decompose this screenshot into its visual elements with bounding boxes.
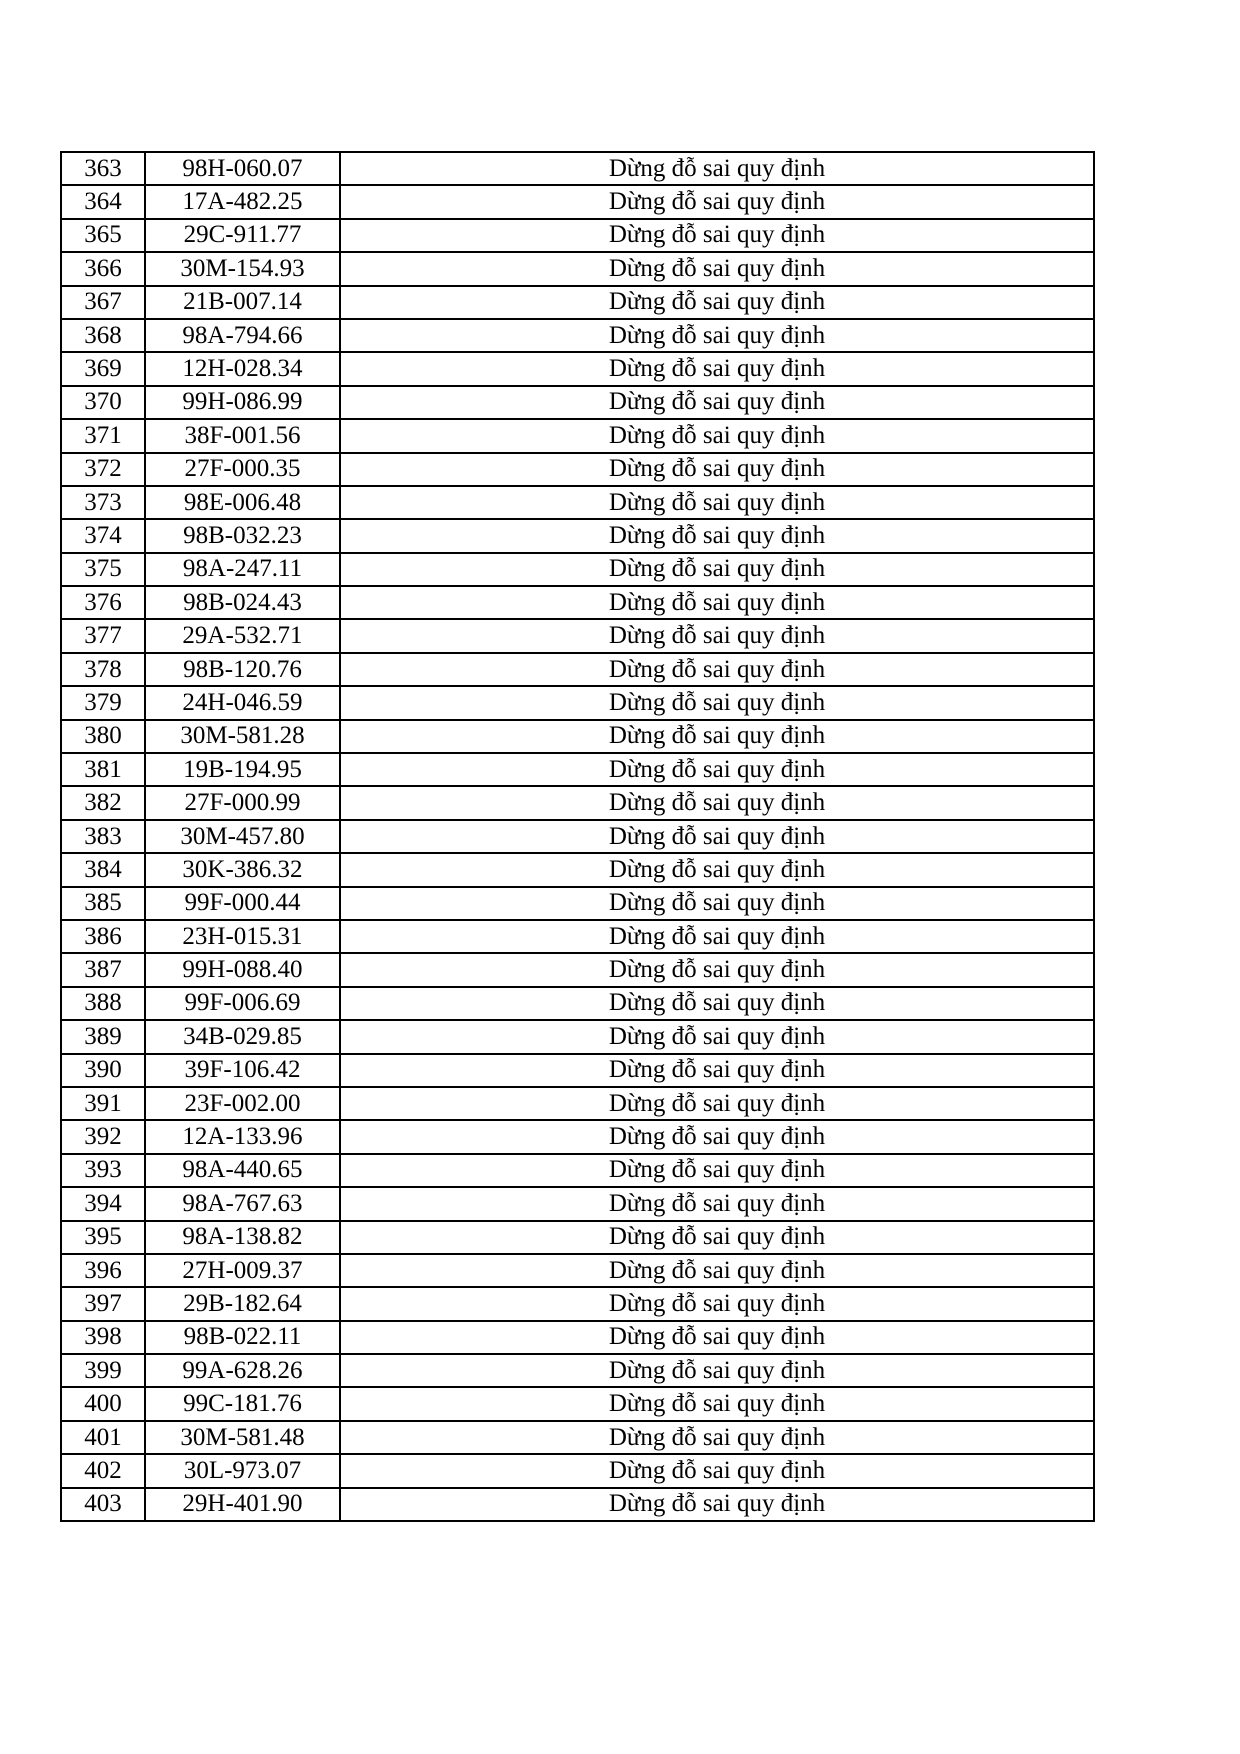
license-plate-cell: 23F-002.00 (145, 1087, 340, 1120)
row-number-cell: 364 (61, 185, 145, 218)
violation-cell: Dừng đỗ sai quy định (340, 453, 1094, 486)
violations-table-body (61, 152, 1094, 1521)
table-row (61, 720, 1094, 753)
license-plate-cell: 99F-000.44 (145, 887, 340, 920)
table-row (61, 619, 1094, 652)
license-plate-cell: 19B-194.95 (145, 753, 340, 786)
table-row (61, 1387, 1094, 1420)
license-plate-cell: 39F-106.42 (145, 1054, 340, 1087)
violation-cell: Dừng đỗ sai quy định (340, 786, 1094, 819)
table-row (61, 252, 1094, 285)
violation-cell: Dừng đỗ sai quy định (340, 185, 1094, 218)
violation-cell: Dừng đỗ sai quy định (340, 853, 1094, 886)
license-plate-cell: 27H-009.37 (145, 1254, 340, 1287)
row-number-cell: 402 (61, 1454, 145, 1487)
row-number-cell: 397 (61, 1287, 145, 1320)
violation-cell: Dừng đỗ sai quy định (340, 1488, 1094, 1521)
license-plate-cell: 12A-133.96 (145, 1120, 340, 1153)
violation-cell: Dừng đỗ sai quy định (340, 1454, 1094, 1487)
row-number-cell: 367 (61, 286, 145, 319)
license-plate-cell: 30M-154.93 (145, 252, 340, 285)
table-row (61, 686, 1094, 719)
row-number-cell: 399 (61, 1354, 145, 1387)
table-row (61, 820, 1094, 853)
row-number-cell: 398 (61, 1321, 145, 1354)
license-plate-cell: 98E-006.48 (145, 486, 340, 519)
license-plate-cell: 34B-029.85 (145, 1020, 340, 1053)
table-row (61, 1354, 1094, 1387)
table-row (61, 453, 1094, 486)
table-row (61, 152, 1094, 185)
violation-cell: Dừng đỗ sai quy định (340, 920, 1094, 953)
violation-cell: Dừng đỗ sai quy định (340, 486, 1094, 519)
row-number-cell: 396 (61, 1254, 145, 1287)
table-row (61, 987, 1094, 1020)
license-plate-cell: 99C-181.76 (145, 1387, 340, 1420)
table-row (61, 1254, 1094, 1287)
license-plate-cell: 99F-006.69 (145, 987, 340, 1020)
table-row (61, 786, 1094, 819)
row-number-cell: 369 (61, 352, 145, 385)
row-number-cell: 394 (61, 1187, 145, 1220)
row-number-cell: 366 (61, 252, 145, 285)
violation-cell: Dừng đỗ sai quy định (340, 1187, 1094, 1220)
table-row (61, 653, 1094, 686)
row-number-cell: 368 (61, 319, 145, 352)
table-row (61, 1221, 1094, 1254)
license-plate-cell: 12H-028.34 (145, 352, 340, 385)
violation-cell: Dừng đỗ sai quy định (340, 953, 1094, 986)
table-row (61, 1020, 1094, 1053)
table-row (61, 486, 1094, 519)
license-plate-cell: 29B-182.64 (145, 1287, 340, 1320)
row-number-cell: 395 (61, 1221, 145, 1254)
row-number-cell: 370 (61, 386, 145, 419)
table-row (61, 386, 1094, 419)
license-plate-cell: 98B-120.76 (145, 653, 340, 686)
license-plate-cell: 99H-086.99 (145, 386, 340, 419)
violation-cell: Dừng đỗ sai quy định (340, 553, 1094, 586)
license-plate-cell: 98H-060.07 (145, 152, 340, 185)
violation-cell: Dừng đỗ sai quy định (340, 419, 1094, 452)
violation-cell: Dừng đỗ sai quy định (340, 987, 1094, 1020)
license-plate-cell: 29C-911.77 (145, 219, 340, 252)
license-plate-cell: 98A-247.11 (145, 553, 340, 586)
table-row (61, 185, 1094, 218)
violation-cell: Dừng đỗ sai quy định (340, 653, 1094, 686)
license-plate-cell: 98B-024.43 (145, 586, 340, 619)
violation-cell: Dừng đỗ sai quy định (340, 887, 1094, 920)
license-plate-cell: 21B-007.14 (145, 286, 340, 319)
table-row (61, 753, 1094, 786)
license-plate-cell: 38F-001.56 (145, 419, 340, 452)
row-number-cell: 392 (61, 1120, 145, 1153)
violation-cell: Dừng đỗ sai quy định (340, 1421, 1094, 1454)
row-number-cell: 376 (61, 586, 145, 619)
table-row (61, 1120, 1094, 1153)
row-number-cell: 400 (61, 1387, 145, 1420)
license-plate-cell: 30K-386.32 (145, 853, 340, 886)
row-number-cell: 387 (61, 953, 145, 986)
license-plate-cell: 24H-046.59 (145, 686, 340, 719)
row-number-cell: 375 (61, 553, 145, 586)
table-row (61, 920, 1094, 953)
violation-cell: Dừng đỗ sai quy định (340, 1221, 1094, 1254)
table-row (61, 519, 1094, 552)
license-plate-cell: 17A-482.25 (145, 185, 340, 218)
table-row (61, 887, 1094, 920)
row-number-cell: 372 (61, 453, 145, 486)
license-plate-cell: 29H-401.90 (145, 1488, 340, 1521)
table-row (61, 1087, 1094, 1120)
table-row (61, 1287, 1094, 1320)
violation-cell: Dừng đỗ sai quy định (340, 152, 1094, 185)
row-number-cell: 389 (61, 1020, 145, 1053)
violation-cell: Dừng đỗ sai quy định (340, 519, 1094, 552)
violation-cell: Dừng đỗ sai quy định (340, 386, 1094, 419)
license-plate-cell: 98A-767.63 (145, 1187, 340, 1220)
row-number-cell: 381 (61, 753, 145, 786)
table-row (61, 1488, 1094, 1521)
table-row (61, 1154, 1094, 1187)
table-row (61, 1054, 1094, 1087)
license-plate-cell: 30M-581.48 (145, 1421, 340, 1454)
license-plate-cell: 29A-532.71 (145, 619, 340, 652)
violation-cell: Dừng đỗ sai quy định (340, 352, 1094, 385)
table-row (61, 319, 1094, 352)
row-number-cell: 401 (61, 1421, 145, 1454)
violation-cell: Dừng đỗ sai quy định (340, 219, 1094, 252)
row-number-cell: 363 (61, 152, 145, 185)
row-number-cell: 403 (61, 1488, 145, 1521)
violation-cell: Dừng đỗ sai quy định (340, 286, 1094, 319)
table-row (61, 1421, 1094, 1454)
row-number-cell: 378 (61, 653, 145, 686)
violation-cell: Dừng đỗ sai quy định (340, 319, 1094, 352)
license-plate-cell: 98B-032.23 (145, 519, 340, 552)
table-row (61, 586, 1094, 619)
violation-cell: Dừng đỗ sai quy định (340, 686, 1094, 719)
license-plate-cell: 99A-628.26 (145, 1354, 340, 1387)
table-row (61, 1321, 1094, 1354)
row-number-cell: 379 (61, 686, 145, 719)
row-number-cell: 377 (61, 619, 145, 652)
violation-cell: Dừng đỗ sai quy định (340, 1054, 1094, 1087)
row-number-cell: 383 (61, 820, 145, 853)
license-plate-cell: 98A-440.65 (145, 1154, 340, 1187)
violation-cell: Dừng đỗ sai quy định (340, 1321, 1094, 1354)
violation-cell: Dừng đỗ sai quy định (340, 1354, 1094, 1387)
license-plate-cell: 23H-015.31 (145, 920, 340, 953)
license-plate-cell: 98B-022.11 (145, 1321, 340, 1354)
license-plate-cell: 27F-000.35 (145, 453, 340, 486)
violation-cell: Dừng đỗ sai quy định (340, 720, 1094, 753)
license-plate-cell: 98A-794.66 (145, 319, 340, 352)
table-row (61, 853, 1094, 886)
violation-cell: Dừng đỗ sai quy định (340, 1287, 1094, 1320)
table-row (61, 553, 1094, 586)
license-plate-cell: 30M-457.80 (145, 820, 340, 853)
license-plate-cell: 27F-000.99 (145, 786, 340, 819)
violation-cell: Dừng đỗ sai quy định (340, 1120, 1094, 1153)
license-plate-cell: 30M-581.28 (145, 720, 340, 753)
row-number-cell: 371 (61, 419, 145, 452)
row-number-cell: 385 (61, 887, 145, 920)
violation-cell: Dừng đỗ sai quy định (340, 619, 1094, 652)
license-plate-cell: 99H-088.40 (145, 953, 340, 986)
violation-cell: Dừng đỗ sai quy định (340, 252, 1094, 285)
violation-cell: Dừng đỗ sai quy định (340, 753, 1094, 786)
table-row (61, 219, 1094, 252)
table-row (61, 953, 1094, 986)
license-plate-cell: 30L-973.07 (145, 1454, 340, 1487)
row-number-cell: 393 (61, 1154, 145, 1187)
row-number-cell: 365 (61, 219, 145, 252)
row-number-cell: 390 (61, 1054, 145, 1087)
table-row (61, 1187, 1094, 1220)
table-row (61, 286, 1094, 319)
row-number-cell: 380 (61, 720, 145, 753)
row-number-cell: 374 (61, 519, 145, 552)
row-number-cell: 388 (61, 987, 145, 1020)
violation-cell: Dừng đỗ sai quy định (340, 1154, 1094, 1187)
violations-table (60, 151, 1095, 1522)
license-plate-cell: 98A-138.82 (145, 1221, 340, 1254)
violation-cell: Dừng đỗ sai quy định (340, 1387, 1094, 1420)
row-number-cell: 384 (61, 853, 145, 886)
violation-cell: Dừng đỗ sai quy định (340, 1087, 1094, 1120)
violation-cell: Dừng đỗ sai quy định (340, 1020, 1094, 1053)
table-row (61, 352, 1094, 385)
row-number-cell: 373 (61, 486, 145, 519)
row-number-cell: 382 (61, 786, 145, 819)
violation-cell: Dừng đỗ sai quy định (340, 820, 1094, 853)
violation-cell: Dừng đỗ sai quy định (340, 1254, 1094, 1287)
row-number-cell: 391 (61, 1087, 145, 1120)
row-number-cell: 386 (61, 920, 145, 953)
table-row (61, 419, 1094, 452)
table-row (61, 1454, 1094, 1487)
violation-cell: Dừng đỗ sai quy định (340, 586, 1094, 619)
